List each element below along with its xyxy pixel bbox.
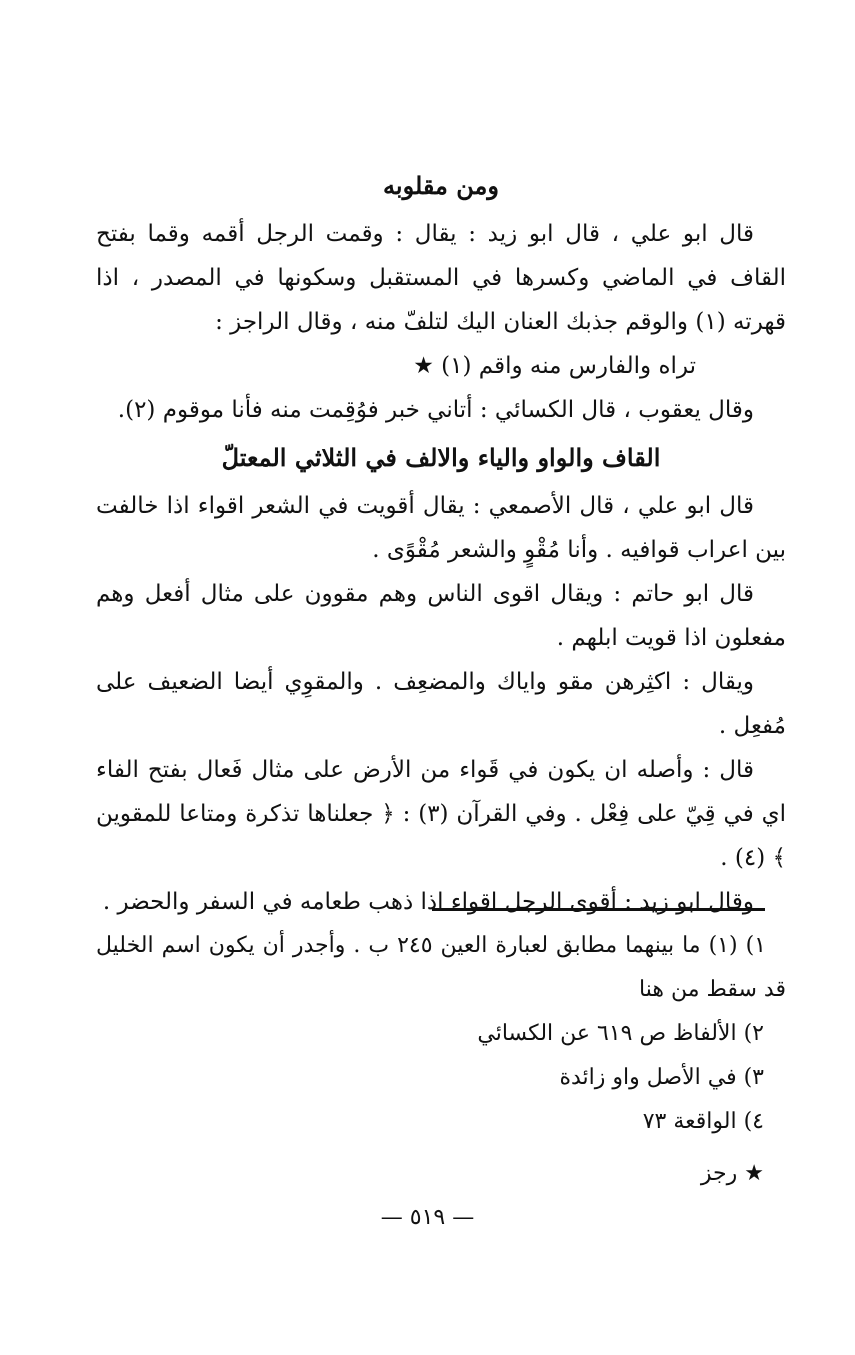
footnote-divider bbox=[432, 908, 765, 911]
section-heading-qaf-waw-ya: القاف والواو والياء والالف في الثلاثي المعتلّ bbox=[221, 443, 661, 472]
footnote-2: ٢) الألفاظ ص ٦١٩ عن الكسائي bbox=[477, 1021, 764, 1046]
section-heading-maqlub: ومن مقلوبه bbox=[383, 171, 499, 200]
paragraph-asmai: قال ابو علي ، قال الأصمعي : يقال أقويت في الشعر اقواء اذا خالفت بين اعراب قوافيه . وأنا مُقْوٍ والشعر مُقْوًى . bbox=[96, 493, 786, 563]
page-number: — ٥١٩ — bbox=[380, 1205, 475, 1230]
paragraph-abu-ali-abu-zayd: قال ابو علي ، قال ابو زيد : يقال : وقمت الرجل أقمه وقما بفتح القاف في الماضي وكسرها في المستقبل وسكونها في المصدر ، اذا قهرته (١) والوقم جذبك العنان اليك لتلفّ منه ، وقال الراجز : bbox=[96, 221, 786, 335]
footnote-star-rajaz: ★ رجز bbox=[700, 1161, 764, 1186]
paragraph-yaqub-kisai: وقال يعقوب ، قال الكسائي : أتاني خبر فوُقِمت منه فأنا موقوم (٢). bbox=[117, 397, 754, 423]
footnotes bbox=[96, 924, 786, 1196]
verse-line: تراه والفارس منه واقم (١) ★ bbox=[413, 353, 696, 379]
paragraph-mudif: ويقال : اكثِرهن مقو واياك والمضعِف . والمقوِي أيضا الضعيف على مُفعِل . bbox=[96, 669, 786, 739]
footnote-1: ١) (١) ما بينهما مطابق لعبارة العين ٢٤٥ ب . وأجدر أن يكون اسم الخليل قد سقط من هنا bbox=[96, 933, 786, 1002]
footnote-4: ٤) الواقعة ٧٣ bbox=[642, 1109, 764, 1134]
paragraph-qawa-quran: قال : وأصله ان يكون في قَواء من الأرض على مثال فَعال بفتح الفاء اي في قِيّ على فِعْل . وفي القرآن (٣) : ﴿ جعلناها تذكرة ومتاعا للمقوين ﴾ (٤) . bbox=[96, 757, 786, 871]
footnote-3: ٣) في الأصل واو زائدة bbox=[559, 1065, 764, 1090]
paragraph-abu-zayd-aqwa: وقال ابو زيد : أقوى الرجل اقواء اذا ذهب طعامه في السفر والحضر . bbox=[102, 889, 754, 915]
paragraph-abu-hatim: قال ابو حاتم : ويقال اقوى الناس وهم مقوون على مثال أفعل وهم مفعلون اذا قويت ابلهم . bbox=[96, 581, 786, 651]
main-text bbox=[96, 150, 786, 924]
